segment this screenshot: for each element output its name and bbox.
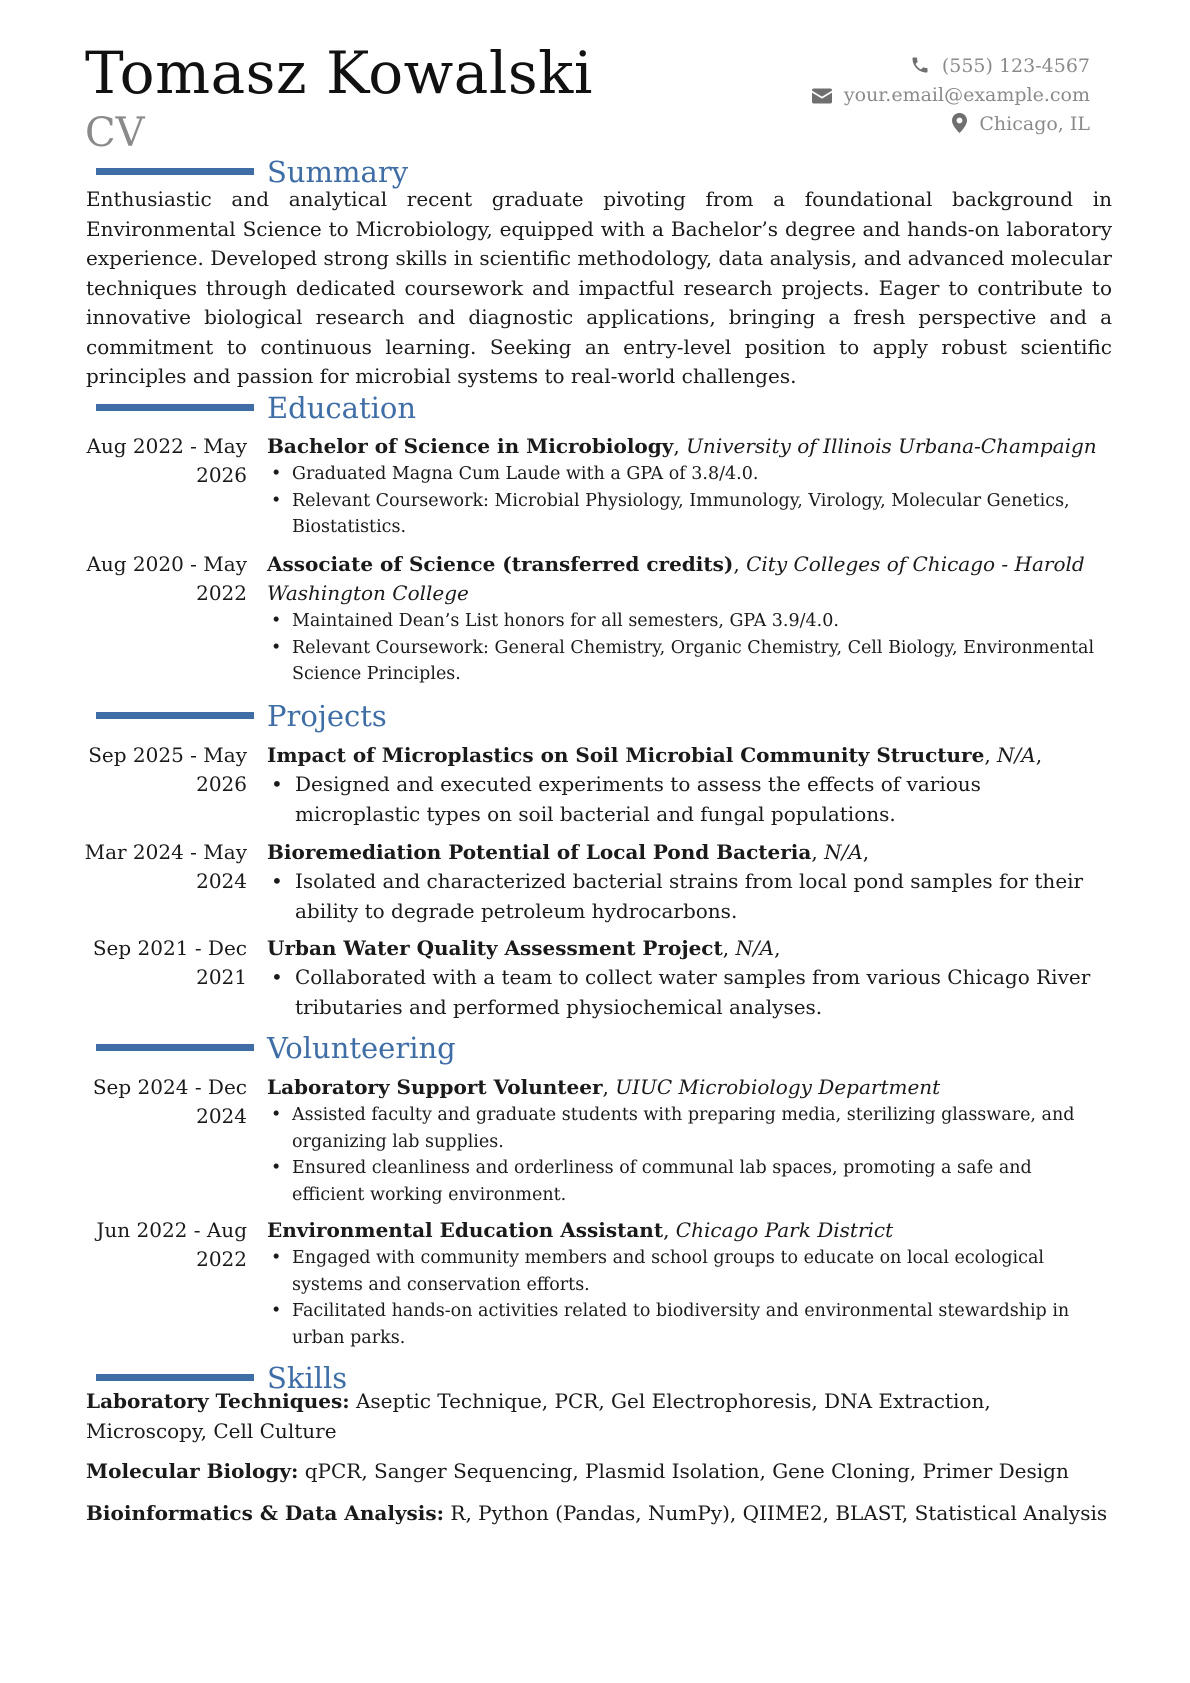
bullet-item: • Collaborated with a team to collect water samples from various Chicago River tributaries and performed physiochemical analyses. bbox=[267, 963, 1102, 1022]
bullet-item: • Isolated and characterized bacterial strains from local pond samples for their ability to degrade petroleum hydrocarbons. bbox=[267, 867, 1102, 926]
contact-location bbox=[812, 110, 1090, 139]
bullet-item: • Graduated Magna Cum Laude with a GPA of 3.8/4.0. bbox=[267, 461, 1102, 488]
entry-body bbox=[267, 1073, 1102, 1208]
location-text: Chicago, IL bbox=[979, 113, 1090, 135]
skill-value: Aseptic Technique, PCR, Gel Electrophoresis, DNA Extraction, Microscopy, Cell Culture bbox=[86, 1389, 991, 1443]
entry-body bbox=[267, 838, 1102, 926]
entry-organization: N/A bbox=[824, 840, 863, 864]
section-accent-bar bbox=[96, 1044, 254, 1051]
section-accent-bar bbox=[96, 1374, 254, 1381]
section-accent-bar bbox=[96, 168, 254, 175]
skill-label: Laboratory Techniques: bbox=[86, 1389, 350, 1413]
entry-body bbox=[267, 1216, 1102, 1351]
email-link[interactable]: your.email@example.com bbox=[843, 84, 1090, 106]
entry-date: Aug 2022 - May 2026 bbox=[86, 434, 247, 487]
bullet-item: • Designed and executed experiments to assess the effects of various microplastic types on soil bacterial and fungal populations. bbox=[267, 770, 1102, 829]
entry-organization: City Colleges of Chicago - Harold Washington College bbox=[267, 552, 1085, 605]
bullet-item: • Assisted faculty and graduate students with preparing media, sterilizing glassware, and organizing lab supplies. bbox=[267, 1102, 1102, 1155]
entry-bullets bbox=[267, 461, 1102, 541]
entry-body bbox=[267, 550, 1102, 688]
entry-heading: Laboratory Support Volunteer, UIUC Microbiology Department bbox=[267, 1075, 941, 1099]
section-title: Education bbox=[267, 391, 417, 425]
section-accent-bar bbox=[96, 712, 254, 719]
bullet-item: • Maintained Dean’s List honors for all semesters, GPA 3.9/4.0. bbox=[267, 608, 1102, 635]
summary-text: Enthusiastic and analytical recent graduate pivoting from a foundational background in Environmental Science to Microbiology, equipped with a Bachelor’s degree and hands-on laboratory experience. Developed strong skills in scientific methodology, data analysis, and advanced molecular techniques through dedicated coursework and impactful research projects. Eager to contribute to innovative biological research and diagnostic applications, bringing a fresh perspective and a commitment to continuous learning. Seeking an entry-level position to apply robust scientific principles and passion for microbial systems to real-world challenges. bbox=[86, 187, 1112, 388]
entry-organization: UIUC Microbiology Department bbox=[615, 1075, 941, 1099]
entry-heading: Environmental Education Assistant, Chicago Park District bbox=[267, 1218, 894, 1242]
entry-date: Sep 2025 - May 2026 bbox=[88, 743, 247, 796]
bullet-item: • Relevant Coursework: Microbial Physiology, Immunology, Virology, Molecular Genetics, Biostatistics. bbox=[267, 488, 1102, 541]
candidate-name: Tomasz Kowalski bbox=[85, 39, 593, 107]
entry-organization: University of Illinois Urbana-Champaign bbox=[686, 434, 1097, 458]
entry-organization: N/A bbox=[735, 936, 775, 960]
entry-body bbox=[267, 432, 1102, 541]
entry-heading: Impact of Microplastics on Soil Microbial Community Structure, N/A, bbox=[267, 743, 1043, 767]
contact-phone bbox=[812, 52, 1090, 81]
entry-heading: Bachelor of Science in Microbiology, University of Illinois Urbana-Champaign bbox=[267, 434, 1097, 458]
entry-heading: Urban Water Quality Assessment Project, N/A, bbox=[267, 936, 781, 960]
bullet-item: • Relevant Coursework: General Chemistry, Organic Chemistry, Cell Biology, Environmental Science Principles. bbox=[267, 635, 1102, 688]
skill-row bbox=[86, 1387, 1112, 1446]
contact-email bbox=[812, 81, 1090, 110]
entry-title: Bioremediation Potential of Local Pond Bacteria bbox=[267, 840, 812, 864]
section-title: Summary bbox=[267, 155, 409, 189]
entry-bullets bbox=[267, 608, 1102, 688]
bullet-item: • Engaged with community members and school groups to educate on local ecological systems and conservation efforts. bbox=[267, 1245, 1102, 1298]
entry-date: Jun 2022 - Aug 2022 bbox=[96, 1218, 247, 1271]
section-projects-heading bbox=[0, 698, 1190, 734]
entry-title: Urban Water Quality Assessment Project bbox=[267, 936, 723, 960]
skill-label: Molecular Biology: bbox=[86, 1459, 299, 1483]
phone-icon bbox=[910, 55, 930, 75]
section-accent-bar bbox=[96, 404, 254, 411]
entry-bullets bbox=[267, 867, 1102, 926]
entry-date: Sep 2024 - Dec 2024 bbox=[92, 1075, 247, 1128]
skill-value: qPCR, Sanger Sequencing, Plasmid Isolation, Gene Cloning, Primer Design bbox=[304, 1459, 1069, 1483]
section-title: Skills bbox=[267, 1361, 348, 1395]
entry-body bbox=[267, 934, 1102, 1022]
phone-number: (555) 123-4567 bbox=[941, 55, 1090, 77]
map-pin-icon bbox=[952, 113, 967, 133]
contact-info bbox=[812, 52, 1090, 139]
skill-label: Bioinformatics & Data Analysis: bbox=[86, 1501, 445, 1525]
document-subtitle: CV bbox=[85, 110, 145, 156]
entry-heading: Bioremediation Potential of Local Pond Bacteria, N/A, bbox=[267, 840, 870, 864]
entry-date: Aug 2020 - May 2022 bbox=[86, 552, 247, 605]
entry-organization: Chicago Park District bbox=[675, 1218, 894, 1242]
entry-organization: N/A bbox=[997, 743, 1036, 767]
entry-title: Bachelor of Science in Microbiology bbox=[267, 434, 674, 458]
entry-date: Mar 2024 - May 2024 bbox=[84, 840, 247, 893]
skill-value: R, Python (Pandas, NumPy), QIIME2, BLAST, Statistical Analysis bbox=[450, 1501, 1108, 1525]
entry-bullets bbox=[267, 1245, 1102, 1351]
entry-title: Impact of Microplastics on Soil Microbial Community Structure bbox=[267, 743, 985, 767]
skill-row bbox=[86, 1457, 1112, 1487]
entry-title: Laboratory Support Volunteer bbox=[267, 1075, 603, 1099]
entry-title: Associate of Science (transferred credits) bbox=[267, 552, 734, 576]
entry-bullets bbox=[267, 770, 1102, 829]
section-title: Projects bbox=[267, 699, 387, 733]
entry-date: Sep 2021 - Dec 2021 bbox=[92, 936, 247, 989]
section-education-heading bbox=[0, 390, 1190, 426]
bullet-item: • Facilitated hands-on activities related to biodiversity and environmental stewardship in urban parks. bbox=[267, 1298, 1102, 1351]
bullet-item: • Ensured cleanliness and orderliness of communal lab spaces, promoting a safe and efficient working environment. bbox=[267, 1155, 1102, 1208]
envelope-icon bbox=[812, 88, 832, 104]
entry-heading: Associate of Science (transferred credits), City Colleges of Chicago - Harold Washington College bbox=[267, 552, 1085, 605]
section-title: Volunteering bbox=[267, 1031, 456, 1065]
entry-body bbox=[267, 741, 1102, 829]
entry-title: Environmental Education Assistant bbox=[267, 1218, 664, 1242]
section-volunteering-heading bbox=[0, 1030, 1190, 1066]
entry-bullets bbox=[267, 963, 1102, 1022]
skill-row bbox=[86, 1499, 1112, 1529]
entry-bullets bbox=[267, 1102, 1102, 1208]
